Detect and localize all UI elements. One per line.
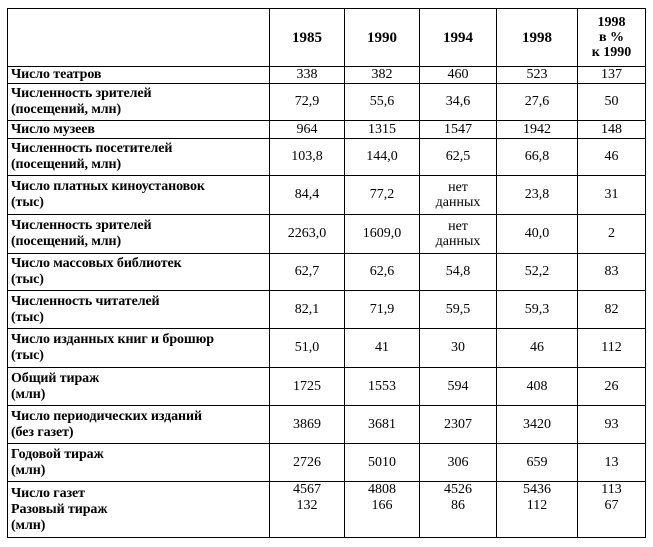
value-cell: 2726 xyxy=(270,444,345,482)
row-label-line: Число массовых библиотек xyxy=(11,256,182,272)
row-label xyxy=(8,84,270,121)
value-cell: 34,6 xyxy=(420,84,497,121)
table-row xyxy=(8,291,646,329)
table-row xyxy=(8,175,646,214)
value-cell: 594 xyxy=(420,368,497,406)
table-body xyxy=(8,67,646,538)
row-label-line: (тыс) xyxy=(11,309,44,325)
table-row xyxy=(8,406,646,444)
table-row xyxy=(8,329,646,368)
header-percent-line: 1998 xyxy=(597,15,626,30)
header-year: 1990 xyxy=(345,9,420,67)
table-row xyxy=(8,254,646,291)
row-label-line: Разовый тираж xyxy=(11,501,108,517)
value-cell: 71,9 xyxy=(345,291,420,329)
value-cell: 40,0 xyxy=(497,215,578,254)
value-cell: 306 xyxy=(420,444,497,482)
row-label xyxy=(8,406,270,444)
value-cell: 77,2 xyxy=(345,175,420,214)
row-label-line: (тыс) xyxy=(11,195,44,210)
value-cell: 62,6 xyxy=(345,254,420,291)
value-cell: 103,8 xyxy=(270,138,345,175)
row-label-line: (посещений, млн) xyxy=(11,234,122,250)
value-cell: 3420 xyxy=(497,406,578,444)
row-label-line: (тыс) xyxy=(11,348,44,364)
value-cell: 52,2 xyxy=(497,254,578,291)
header-percent-line: в % xyxy=(598,30,625,45)
header-percent-line: к 1990 xyxy=(591,45,632,60)
value-cell: 83 xyxy=(578,254,646,291)
row-label xyxy=(8,368,270,406)
value-cell: 964 xyxy=(270,121,345,138)
value-cell xyxy=(497,482,578,538)
value-line: 67 xyxy=(604,498,619,514)
row-label-line: Годовой тираж xyxy=(11,446,104,462)
value-cell: 1725 xyxy=(270,368,345,406)
value-cell: 66,8 xyxy=(497,138,578,175)
value-cell: 148 xyxy=(578,121,646,138)
row-label-line: (тыс) xyxy=(11,272,44,288)
row-label xyxy=(8,215,270,254)
row-label-line: Численность читателей xyxy=(11,293,160,309)
row-label xyxy=(8,482,270,538)
value-cell: 54,8 xyxy=(420,254,497,291)
value-cell: 62,7 xyxy=(270,254,345,291)
value-cell: 82 xyxy=(578,291,646,329)
value-cell: 46 xyxy=(578,138,646,175)
value-cell: 62,5 xyxy=(420,138,497,175)
value-spacer xyxy=(273,514,341,530)
value-cell: 1547 xyxy=(420,121,497,138)
value-cell: 93 xyxy=(578,406,646,444)
value-cell: 59,3 xyxy=(497,291,578,329)
value-spacer xyxy=(423,514,493,530)
row-label-line: (посещений, млн) xyxy=(11,156,122,172)
value-cell: 1942 xyxy=(497,121,578,138)
value-cell: 137 xyxy=(578,67,646,84)
table-row xyxy=(8,444,646,482)
value-cell: 30 xyxy=(420,329,497,368)
value-cell: 523 xyxy=(497,67,578,84)
value-spacer xyxy=(500,514,574,530)
row-label-line: (млн) xyxy=(11,386,46,402)
value-cell: 51,0 xyxy=(270,329,345,368)
value-cell: 82,1 xyxy=(270,291,345,329)
value-cell: 50 xyxy=(578,84,646,121)
value-cell: 84,4 xyxy=(270,175,345,214)
value-cell: 41 xyxy=(345,329,420,368)
value-line: 4526 xyxy=(444,482,472,498)
value-cell: 3869 xyxy=(270,406,345,444)
value-cell: 31 xyxy=(578,175,646,214)
value-cell: 1553 xyxy=(345,368,420,406)
value-cell: 55,6 xyxy=(345,84,420,121)
table-row xyxy=(8,121,646,138)
value-line: 166 xyxy=(371,498,393,514)
value-cell: 338 xyxy=(270,67,345,84)
header-year: 1994 xyxy=(420,9,497,67)
header-blank-cell xyxy=(8,9,270,67)
value-line: 112 xyxy=(526,498,548,514)
row-label xyxy=(8,121,270,138)
value-cell: 659 xyxy=(497,444,578,482)
header-year: 1985 xyxy=(270,9,345,67)
header-percent xyxy=(578,9,646,67)
row-label-line: Число музеев xyxy=(11,121,95,137)
row-label xyxy=(8,444,270,482)
table-row xyxy=(8,482,646,538)
value-spacer xyxy=(581,514,642,530)
value-cell: 2 xyxy=(578,215,646,254)
value-cell: 3681 xyxy=(345,406,420,444)
value-cell: 27,6 xyxy=(497,84,578,121)
value-cell: 23,8 xyxy=(497,175,578,214)
table-row xyxy=(8,67,646,84)
value-cell xyxy=(578,482,646,538)
row-label-line: Общий тираж xyxy=(11,370,100,386)
value-cell: 460 xyxy=(420,67,497,84)
row-label-line: Число периодических изданий xyxy=(11,408,202,424)
row-label xyxy=(8,138,270,175)
row-label xyxy=(8,67,270,84)
header-row xyxy=(8,9,646,67)
value-cell: 112 xyxy=(578,329,646,368)
value-cell: 26 xyxy=(578,368,646,406)
value-cell xyxy=(420,482,497,538)
row-label-line: (посещений, млн) xyxy=(11,102,122,118)
value-cell: 46 xyxy=(497,329,578,368)
value-cell: 5010 xyxy=(345,444,420,482)
table-row xyxy=(8,368,646,406)
row-label-line: Число изданных книг и брошюр xyxy=(11,332,214,348)
value-cell: 59,5 xyxy=(420,291,497,329)
row-label-line: Число газет xyxy=(11,485,85,501)
value-line: 4567 xyxy=(293,482,321,498)
value-cell: 2307 xyxy=(420,406,497,444)
row-label-line: Число театров xyxy=(11,67,102,83)
row-label-line: (без газет) xyxy=(11,424,74,440)
value-cell xyxy=(345,482,420,538)
value-line: 5436 xyxy=(523,482,551,498)
row-label-line: (млн) xyxy=(11,517,46,533)
row-label-line: Численность зрителей xyxy=(11,86,152,102)
row-label-line: Численность посетителей xyxy=(11,140,173,156)
table-row xyxy=(8,84,646,121)
table-row xyxy=(8,215,646,254)
row-label xyxy=(8,175,270,214)
table-row xyxy=(8,138,646,175)
statistics-table xyxy=(7,8,646,538)
value-cell: 1315 xyxy=(345,121,420,138)
value-line: 86 xyxy=(451,498,465,514)
value-cell xyxy=(270,482,345,538)
value-cell: нет данных xyxy=(420,215,497,254)
row-label xyxy=(8,329,270,368)
value-line: 132 xyxy=(296,498,318,514)
value-spacer xyxy=(348,514,416,530)
value-cell: нет данных xyxy=(420,175,497,214)
row-label xyxy=(8,254,270,291)
value-cell: 13 xyxy=(578,444,646,482)
value-cell: 382 xyxy=(345,67,420,84)
row-label-line: Число платных киноустановок xyxy=(11,179,205,194)
value-cell: 1609,0 xyxy=(345,215,420,254)
value-line: 113 xyxy=(601,482,622,498)
row-label-line: (млн) xyxy=(11,462,46,478)
value-cell: 144,0 xyxy=(345,138,420,175)
value-cell: 2263,0 xyxy=(270,215,345,254)
value-cell: 72,9 xyxy=(270,84,345,121)
header-year: 1998 xyxy=(497,9,578,67)
row-label-line: Численность зрителей xyxy=(11,218,152,234)
row-label xyxy=(8,291,270,329)
value-cell: 408 xyxy=(497,368,578,406)
value-line: 4808 xyxy=(368,482,396,498)
